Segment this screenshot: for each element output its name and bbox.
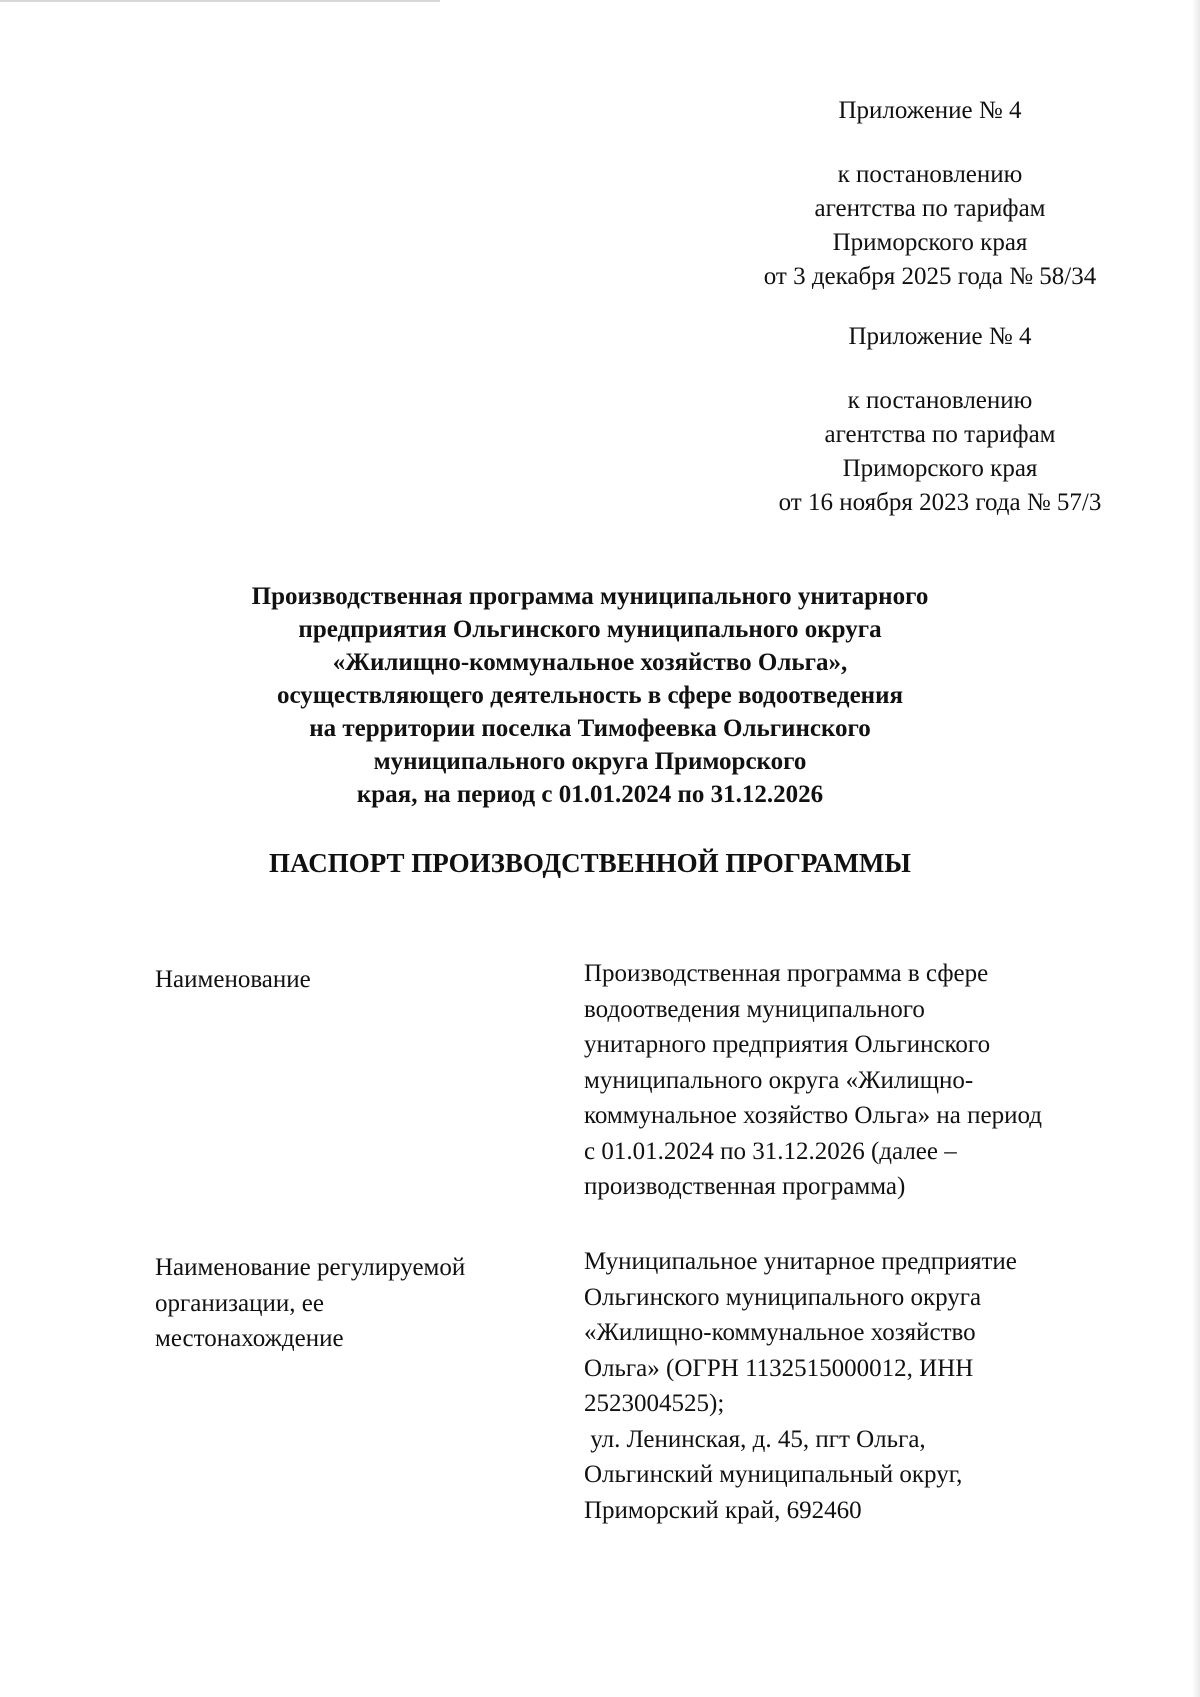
appendix-line: к постановлению: [847, 387, 1033, 414]
appendix-line: Приморского края: [842, 455, 1038, 482]
value-line: Ольга» (ОГРН 1132515000012, ИНН: [584, 1354, 974, 1382]
value-line: ул. Ленинская, д. 45, пгт Ольга,: [584, 1425, 926, 1453]
value-line: производственная программа): [584, 1173, 906, 1200]
appendix-block-current: [700, 94, 1160, 294]
appendix-line: агентства по тарифам: [814, 195, 1046, 222]
appendix-line: от 3 декабря 2025 года № 58/34: [763, 263, 1097, 290]
value-line: коммунальное хозяйство Ольга» на период: [584, 1102, 1042, 1129]
passport-row-name-label: [155, 962, 555, 998]
value-line: Ольгинского муниципального округа: [584, 1283, 982, 1311]
value-line: Ольгинский муниципальный округ,: [584, 1461, 963, 1488]
appendix-line: к постановлению: [837, 161, 1023, 188]
value-line: «Жилищно-коммунальное хозяйство: [584, 1319, 976, 1346]
appendix-line: Приморского края: [832, 229, 1028, 256]
label-line: организации, ее: [155, 1289, 324, 1317]
value-line: Муниципальное унитарное предприятие: [584, 1248, 1017, 1275]
appendix-heading: Приложение № 4: [838, 97, 1022, 124]
document-title: [230, 580, 950, 811]
appendix-block-original: [710, 320, 1170, 520]
appendix-line: от 16 ноября 2023 года № 57/3: [778, 489, 1102, 516]
title-line: на территории поселка Тимофеевка Ольгинского: [309, 715, 871, 742]
value-line: муниципального округа «Жилищно-: [584, 1066, 974, 1094]
value-line: 2523004525);: [584, 1390, 725, 1417]
title-line: «Жилищно-коммунальное хозяйство Ольга»,: [332, 649, 848, 676]
scan-edge-right: [1192, 0, 1200, 1697]
passport-row-organization-value: [584, 1244, 1124, 1528]
label-line: Наименование: [155, 966, 311, 993]
appendix-line: агентства по тарифам: [824, 421, 1056, 448]
title-line: осуществляющего деятельность в сфере водоотведения: [276, 682, 903, 709]
passport-row-organization-label: [155, 1250, 555, 1357]
title-line: края, на период с 01.01.2024 по 31.12.2026: [356, 781, 824, 808]
label-line: местонахождение: [155, 1325, 344, 1352]
value-line: унитарного предприятия Ольгинского: [584, 1031, 991, 1058]
title-line: предприятия Ольгинского муниципального округа: [298, 616, 882, 643]
passport-row-name-value: [584, 956, 1124, 1205]
value-line: водоотведения муниципального: [584, 995, 925, 1023]
scan-edge-top: [0, 0, 440, 2]
value-line: с 01.01.2024 по 31.12.2026 (далее –: [584, 1137, 957, 1165]
title-line: Производственная программа муниципального унитарного: [251, 583, 929, 610]
value-line: Приморский край, 692460: [584, 1496, 862, 1524]
label-line: Наименование регулируемой: [155, 1254, 466, 1281]
title-line: муниципального округа Приморского: [373, 748, 807, 775]
passport-heading: ПАСПОРТ ПРОИЗВОДСТВЕННОЙ ПРОГРАММЫ: [269, 848, 911, 878]
appendix-heading: Приложение № 4: [848, 323, 1032, 350]
value-line: Производственная программа в сфере: [584, 960, 989, 987]
